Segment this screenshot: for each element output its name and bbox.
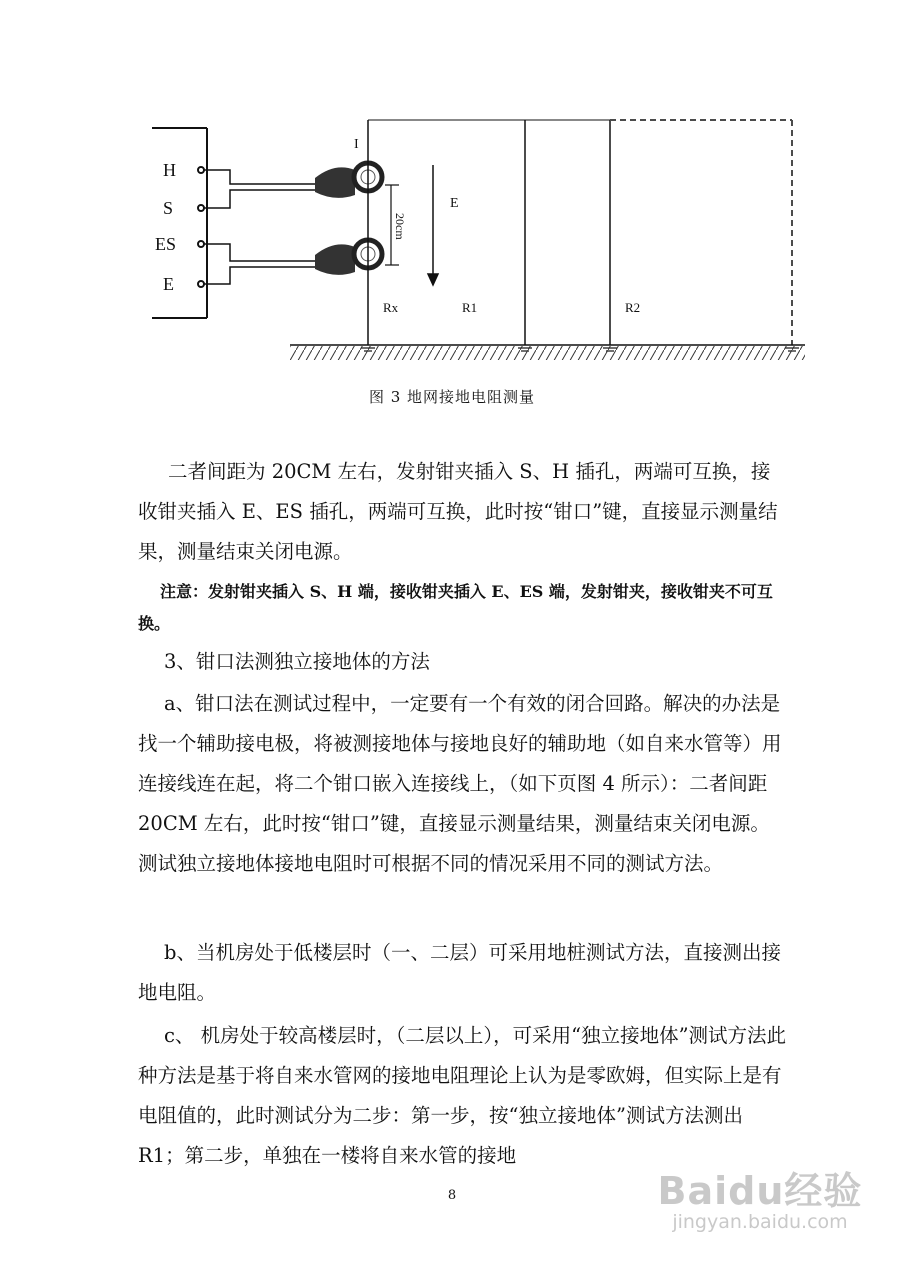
- baidu-watermark: [640, 1160, 880, 1233]
- ground-network: [368, 120, 792, 345]
- paragraph-a: a、钳口法在测试过程中，一定要有一个有效的闭合回路。解决的办法是找一个辅助接电极，将被测接地体与接地良好的辅助地（如自来水管等）用连接线连在起，将二个钳口嵌入连接线上，（如下页图 4 所示）：二者间距 20CM 左右，此时按“钳口”键，直接显示测量结果，测量结束关闭电源。测试独立接地体接地电阻时可根据不同的情况采用不同的测试方法。: [138, 692, 782, 875]
- ground-hatch: [290, 345, 805, 360]
- upper-clamp-icon: [315, 163, 382, 198]
- resistor-label-rx: Rx: [383, 300, 399, 315]
- watermark-url: jingyan.baidu.com: [672, 1211, 848, 1233]
- page-number: 8: [447, 1188, 457, 1203]
- grounding-diagram: [0, 0, 904, 380]
- resistor-label-r1: R1: [462, 300, 478, 315]
- distance-label: 20cm: [393, 213, 407, 240]
- current-label: I: [354, 137, 359, 152]
- lower-clamp-leads: [204, 244, 325, 284]
- paragraph-b: b、当机房处于低楼层时（一、二层）可采用地桩测试方法，直接测出接地电阻。: [138, 941, 781, 1004]
- instrument-box: [152, 128, 207, 318]
- voltage-arrow: [428, 165, 438, 285]
- voltage-label: E: [450, 196, 459, 211]
- upper-clamp-leads: [204, 170, 325, 208]
- terminal-label-e: E: [163, 274, 174, 294]
- paragraph-note: 注意：发射钳夹插入 S、H 端，接收钳夹插入 E、ES 端，发射钳夹，接收钳夹不可互换。: [138, 582, 773, 633]
- terminal-dots: [198, 167, 204, 287]
- section-heading-3: 3、钳口法测独立接地体的方法: [164, 650, 430, 673]
- terminal-label-s: S: [163, 198, 174, 218]
- paragraph-clamp-spacing: 二者间距为 20CM 左右，发射钳夹插入 S、H 插孔，两端可互换，接收钳夹插入 E、ES 插孔，两端可互换，此时按“钳口”键，直接显示测量结果，测量结束关闭电源。: [138, 460, 778, 563]
- terminal-label-es: ES: [155, 234, 177, 254]
- watermark-logo: Baidu经验: [657, 1169, 863, 1213]
- resistor-label-r2: R2: [625, 300, 641, 315]
- lower-clamp-icon: [315, 240, 382, 275]
- terminal-label-h: H: [163, 160, 176, 180]
- figure-caption: 图 3 地网接地电阻测量: [368, 388, 536, 406]
- paragraph-c: c、 机房处于较高楼层时，（二层以上），可采用“独立接地体”测试方法此种方法是基于将自来水管网的接地电阻理论上认为是零欧姆，但实际上是有电阻值的，此时测试分为二步：第一步，按“独立接地体”测试方法测出 R1；第二步，单独在一楼将自来水管的接地: [138, 1024, 787, 1167]
